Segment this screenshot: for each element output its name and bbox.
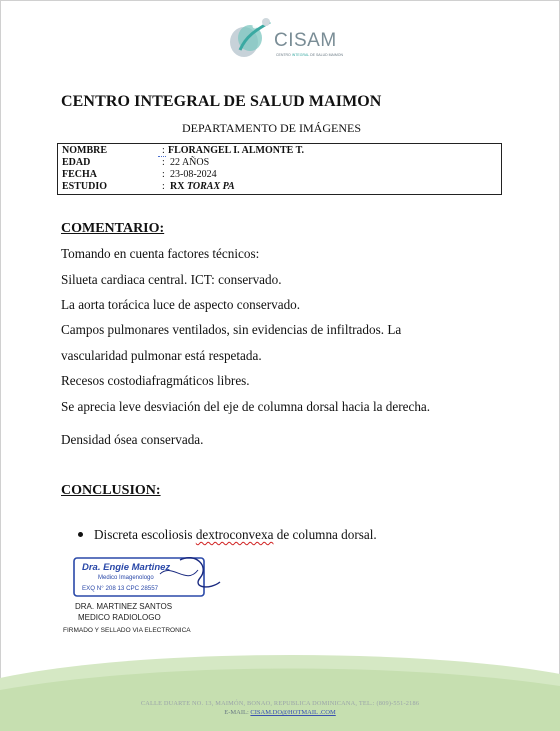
- field-label: NOMBRE: [62, 145, 107, 156]
- study-type-value: RX TORAX PA: [170, 181, 235, 192]
- email-link[interactable]: CISAM.DO@HOTMAIL .COM: [250, 709, 336, 716]
- bullet-icon: [78, 532, 83, 537]
- logo-emblem-icon: [226, 16, 274, 62]
- signature-stamp: [60, 552, 230, 602]
- document-title: CENTRO INTEGRAL DE SALUD MAIMON: [61, 93, 382, 110]
- comment-line: Tomando en cuenta factores técnicos:: [61, 246, 260, 261]
- stamp-role: Medico Imagenologo: [98, 575, 154, 581]
- comment-line: Silueta cardiaca central. ICT: conservado.: [61, 272, 282, 287]
- patient-name-value: FLORANGEL I. ALMONTE T.: [168, 145, 305, 156]
- comment-line: vascularidad pulmonar está respetada.: [61, 348, 262, 363]
- conclusion-heading: CONCLUSION:: [61, 483, 161, 498]
- field-separator: :: [162, 157, 165, 168]
- field-separator: :: [162, 181, 165, 192]
- stamp-license: EXQ N° 208 13 CPC 28557: [82, 585, 159, 592]
- department-name: DEPARTAMENTO DE IMÁGENES: [182, 121, 361, 135]
- comment-line: Se aprecia leve desviación del eje de columna dorsal hacia la derecha.: [61, 399, 431, 414]
- cisam-logo: [226, 16, 356, 66]
- logo-subtitle: CENTRO INTEGRAL DE SALUD MAIMON: [276, 53, 343, 57]
- footer-email: E-MAIL: CISAM.DO@HOTMAIL .COM: [224, 709, 336, 716]
- patient-age-value: 22 AÑOS: [170, 157, 210, 168]
- comment-line: Campos pulmonares ventilados, sin evidencias de infiltrados. La: [61, 322, 402, 337]
- comment-line: Densidad ósea conservada.: [61, 432, 204, 447]
- patient-info-box: [57, 143, 502, 195]
- field-separator: :: [162, 169, 165, 180]
- doctor-name: DRA. MARTINEZ SANTOS: [75, 602, 173, 611]
- doctor-title: MEDICO RADIOLOGO: [78, 613, 161, 622]
- comment-line: La aorta torácica luce de aspecto conservado.: [61, 297, 301, 312]
- field-label: EDAD: [62, 157, 91, 168]
- footer-address: CALLE DUARTE NO. 13, MAIMÓN, BONAO, REPUBLICA DOMINICANA, TEL.: (809)-551-2186: [140, 700, 420, 707]
- study-date-value: 23-08-2024: [170, 169, 217, 180]
- field-label: ESTUDIO: [62, 181, 108, 192]
- conclusion-item: Discreta escoliosis dextroconvexa de columna dorsal.: [94, 527, 377, 542]
- field-separator: :: [162, 145, 165, 156]
- spelling-flagged-word: dextroconvexa: [195, 527, 274, 542]
- footer-wave-band: [0, 640, 560, 731]
- comment-line: Recesos costodiafragmáticos libres.: [61, 373, 250, 388]
- logo-wordmark: CISAM: [274, 30, 337, 51]
- stamp-doctor-name: Dra. Engie Martinez: [82, 562, 171, 573]
- comment-heading: COMENTARIO:: [61, 221, 165, 236]
- field-label: FECHA: [62, 169, 97, 180]
- signed-note: FIRMADO Y SELLADO VIA ELECTRONICA: [63, 627, 191, 634]
